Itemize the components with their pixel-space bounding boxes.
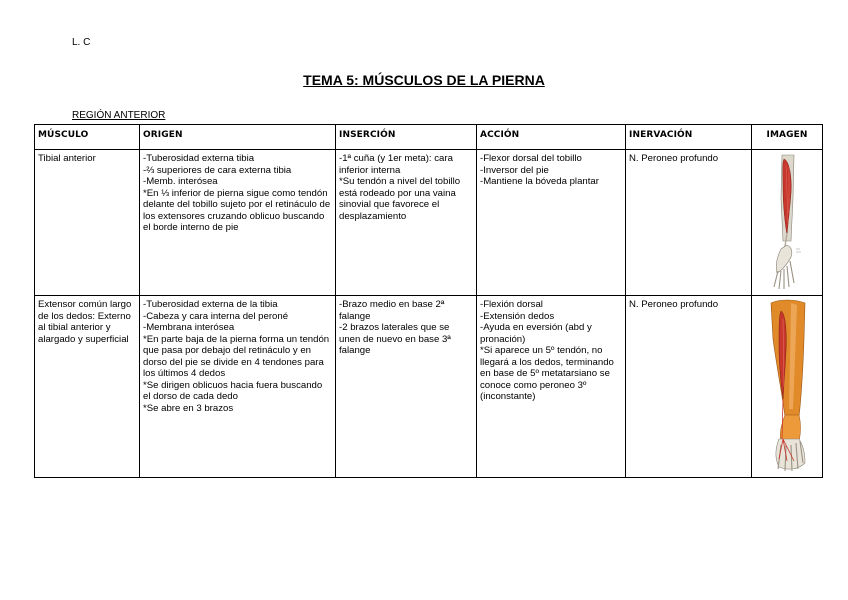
cell-line: *Se abre en 3 brazos xyxy=(143,402,234,414)
cell-line: -Inversor del pie xyxy=(480,164,549,176)
column-header-musculo: MÚSCULO xyxy=(35,125,140,150)
cell-line: N. Peroneo profundo xyxy=(629,299,719,310)
cell-line: -Mantiene la bóveda plantar xyxy=(480,176,599,187)
cell-line: -Brazo medio en base 2ª falange xyxy=(339,299,445,322)
tibialis-anterior-illustration-icon xyxy=(767,153,807,293)
cell-line: -2 brazos laterales que se unen de nuevo en base 3ª falange xyxy=(339,322,451,356)
column-header-accion: ACCIÓN xyxy=(477,125,626,150)
cell-musculo xyxy=(35,150,140,296)
cell-line: -Flexión dorsal xyxy=(480,299,543,310)
cell-insercion xyxy=(336,150,477,296)
cell-inervacion xyxy=(626,150,752,296)
cell-insercion xyxy=(336,296,477,478)
table-header-row xyxy=(35,125,823,150)
column-header-inervacion: INERVACIÓN xyxy=(626,125,752,150)
column-header-insercion: INSERCIÓN xyxy=(336,125,477,150)
cell-origen xyxy=(140,150,336,296)
extensor-digitorum-illustration-icon xyxy=(761,299,813,475)
cell-line: *En parte baja de la pierna forma un tendón que pasa por debajo del retináculo y en dorso del pie se divide en 4 tendones para los últimos 4 dedos xyxy=(143,333,330,379)
cell-line: -Cabeza y cara interna del peroné xyxy=(143,310,289,322)
cell-line: -Tuberosidad externa tibia xyxy=(143,153,255,164)
cell-line: -Tuberosidad externa de la tibia xyxy=(143,299,278,310)
cell-accion xyxy=(477,150,626,296)
author-initials: L. C xyxy=(72,37,91,48)
cell-line: -Ayuda en eversión (abd y pronación) xyxy=(480,322,592,345)
cell-imagen xyxy=(752,150,823,296)
cell-line: N. Peroneo profundo xyxy=(629,153,719,164)
cell-line: *Si aparece un 5º tendón, no llegará a los dedos, terminando en base de 5º metatarsiano se conoce como peroneo 3º (inconstante) xyxy=(480,345,614,402)
cell-imagen xyxy=(752,296,823,478)
cell-origen xyxy=(140,296,336,478)
table-row xyxy=(35,296,823,478)
cell-line: *En ⅓ inferior de pierna sigue como tendón delante del tobillo sujeto por el retináculo de los extensores cruzando oblicuo buscando el borde interno de pie xyxy=(143,187,331,233)
cell-line: -Flexor dorsal del tobillo xyxy=(480,153,582,164)
page-title: TEMA 5: MÚSCULOS DE LA PIERNA xyxy=(303,72,545,88)
cell-line: -Membrana interósea xyxy=(143,322,235,333)
cell-musculo xyxy=(35,296,140,478)
muscles-table xyxy=(34,124,823,478)
cell-inervacion xyxy=(626,296,752,478)
cell-line: *Se dirigen oblicuos hacia fuera buscando el dorso de cada dedo xyxy=(143,379,323,402)
column-header-imagen: IMAGEN xyxy=(752,125,823,150)
cell-line: -Extensión dedos xyxy=(480,310,555,322)
column-header-origen: ORIGEN xyxy=(140,125,336,150)
cell-line: -1ª cuña (y 1er meta): cara inferior interna xyxy=(339,153,453,176)
cell-line: Tibial anterior xyxy=(38,153,96,164)
table-row xyxy=(35,150,823,296)
cell-accion xyxy=(477,296,626,478)
region-heading: REGIÓN ANTERIOR xyxy=(72,110,166,121)
cell-line: -Memb. interósea xyxy=(143,176,218,187)
cell-line: Extensor común largo de los dedos: Externo al tibial anterior y alargado y superficial xyxy=(38,299,132,345)
cell-line: *Su tendón a nivel del tobillo está rodeado por una vaina sinovial que favorece el desplazamiento xyxy=(339,176,461,222)
cell-line: -⅔ superiores de cara externa tibia xyxy=(143,164,292,176)
